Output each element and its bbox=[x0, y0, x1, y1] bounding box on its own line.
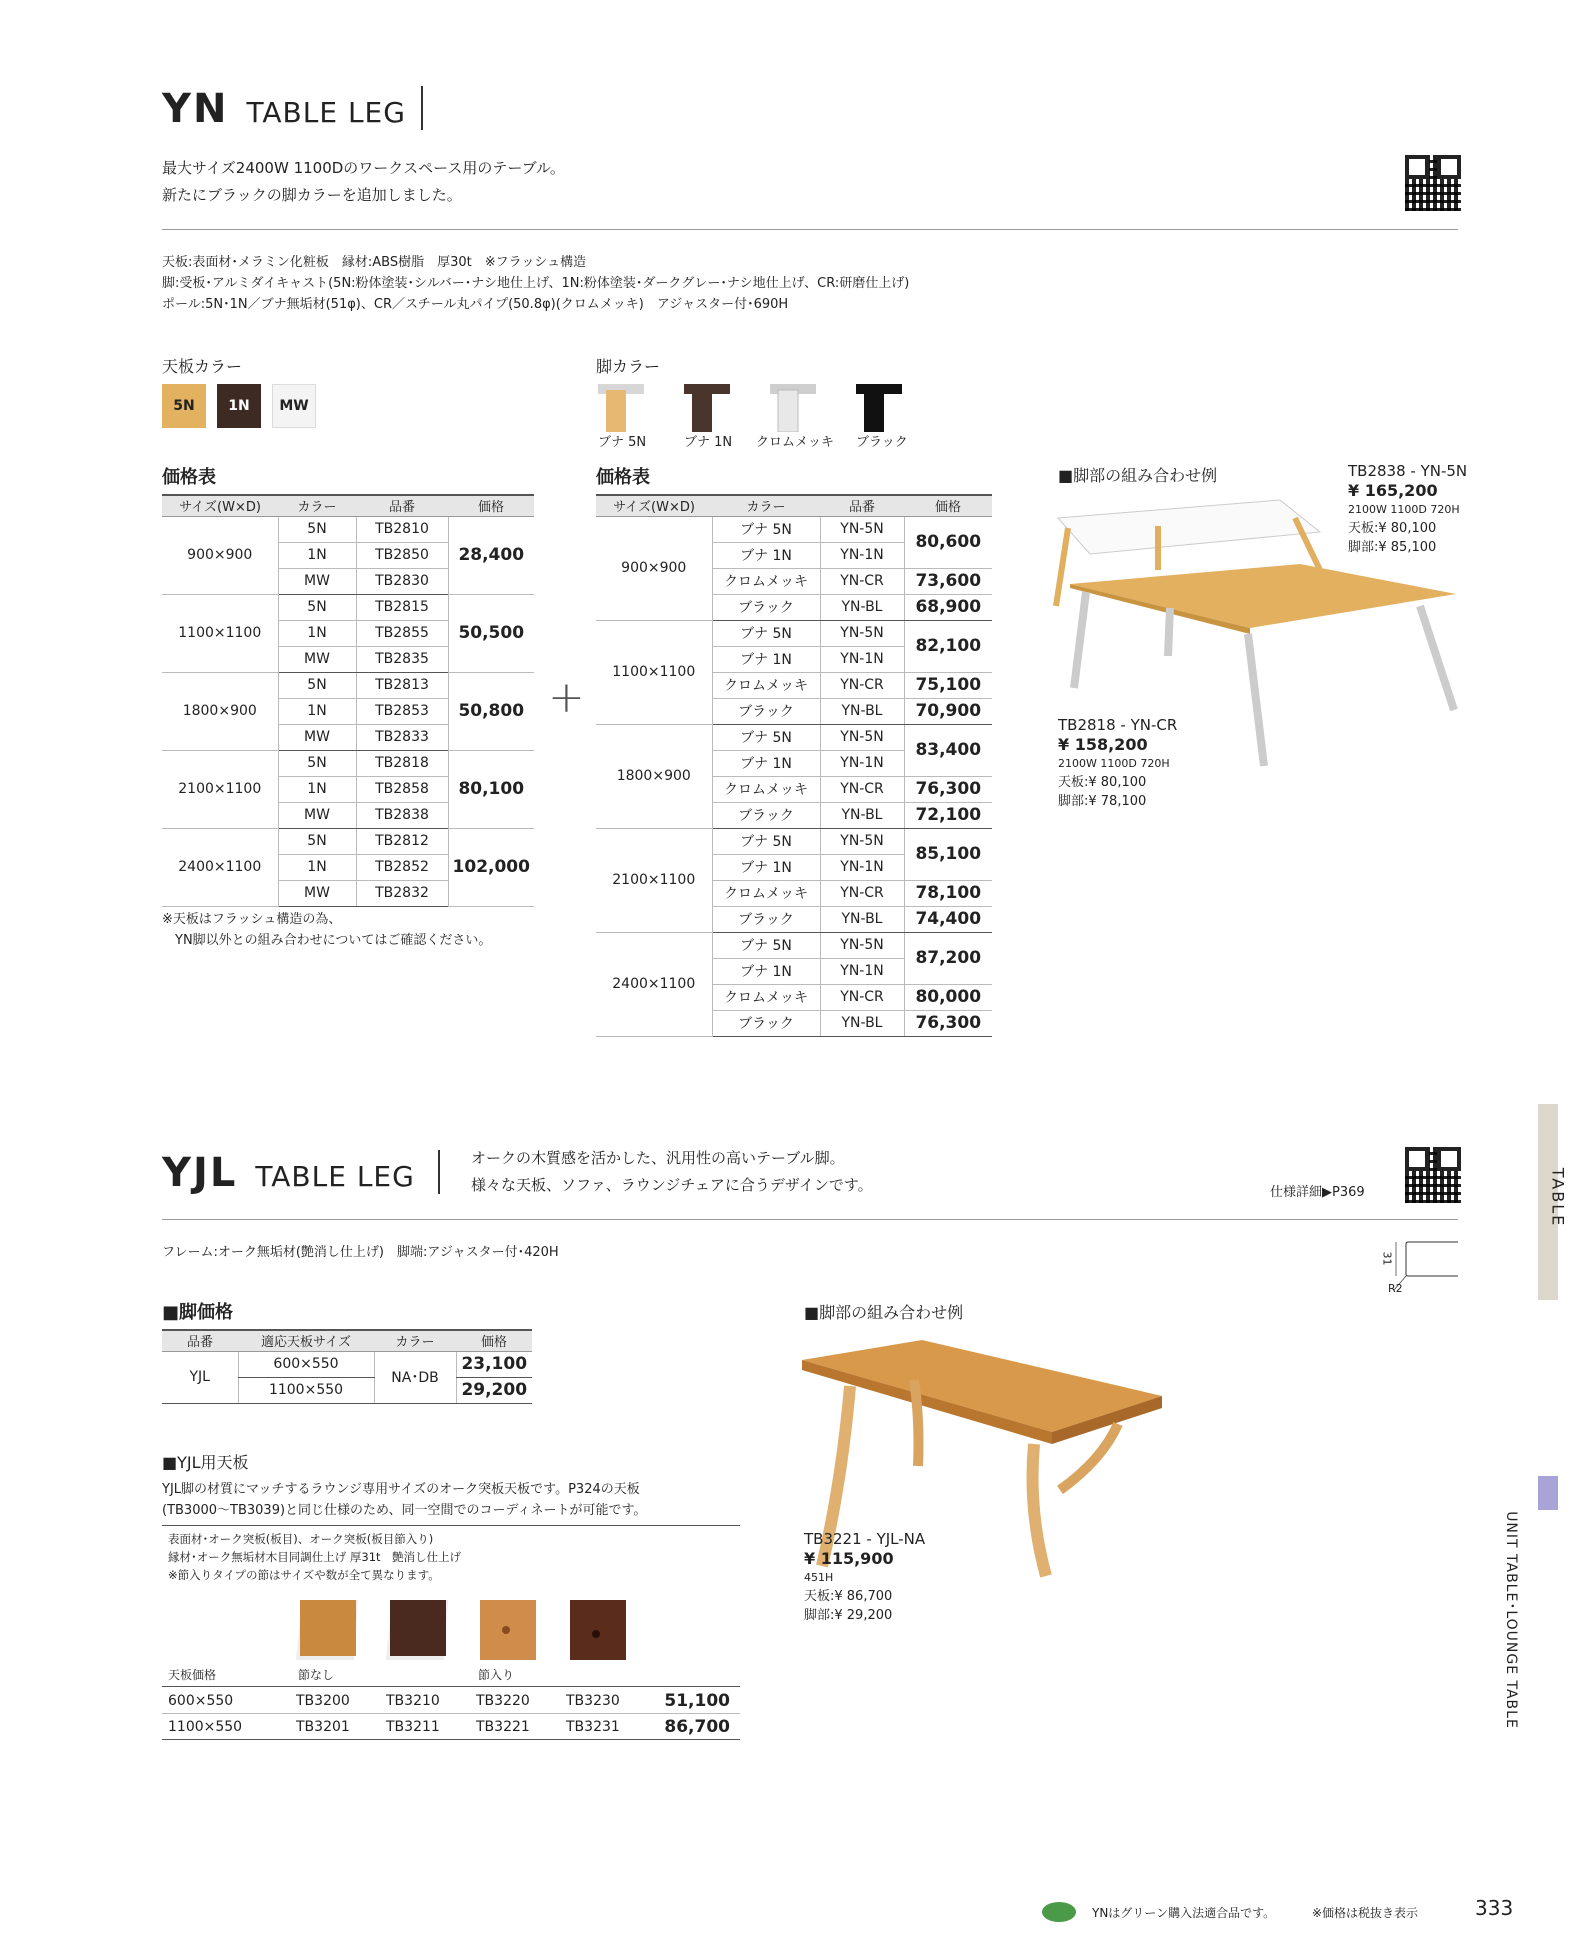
table-row: ブラック YN-BL 76,300 bbox=[596, 1010, 992, 1036]
yjl-combo-title: ■脚部の組み合わせ例 bbox=[804, 1303, 964, 1322]
top-price-label: 天板価格 bbox=[168, 1668, 217, 1682]
table-row: ブラック YN-BL 72,100 bbox=[596, 802, 992, 828]
yjl-example: TB3221 - YJL-NA ¥ 115,900 451H 天板:¥ 86,700 脚部:¥ 29,200 bbox=[804, 1530, 926, 1623]
swatch-oak-knot-na bbox=[476, 1600, 540, 1664]
top-color-mw: MW bbox=[272, 384, 316, 428]
table-row: 2100×1100 5N TB2818 80,100 bbox=[162, 750, 534, 776]
tax-note: ※価格は税抜き表示 bbox=[1312, 1906, 1419, 1920]
leg-price-table: サイズ(W×D) カラー 品番 価格 900×900 ブナ 5N YN-5N 80,600 ブナ 1N YN-1N クロムメッキ YN-CR 73,600 ブラック YN-BL 68,900 1100×1100 ブナ 5N YN-5N 82,100 ブナ 1N YN-1N クロムメッキ YN-CR 75,100 ブラック YN-BL 70,900 1800×900 ブナ 5N YN-5N 83,400 ブナ 1N YN-1N クロムメッキ YN-CR 76,300 ブラック YN-BL 72,100 2100×1100 ブナ 5N YN-5N 85,100 ブナ 1N YN-1N クロムメッキ YN-CR 78,100 ブラック YN-BL 74,400 2400×1100 ブナ 5N YN-5N 87,200 ブナ 1N YN-1N クロムメッキ YN-CR 80,000 ブラック YN-BL 76,300 bbox=[596, 494, 992, 1037]
table-row: 1800×900 5N TB2813 50,800 bbox=[162, 672, 534, 698]
yn-title: TABLE LEG bbox=[246, 96, 406, 129]
table-row: クロムメッキ YN-CR 80,000 bbox=[596, 984, 992, 1010]
table-row: MW TB2838 bbox=[162, 802, 534, 828]
yn-example-2: TB2818 - YN-CR ¥ 158,200 2100W 1100D 720H 天板:¥ 80,100 脚部:¥ 78,100 bbox=[1058, 716, 1178, 809]
knot-none-label: 節なし bbox=[298, 1668, 335, 1682]
yjl-divider bbox=[162, 1219, 1458, 1220]
top-color-5n: 5N bbox=[162, 384, 206, 428]
side-section-marker bbox=[1538, 1476, 1558, 1510]
knot-label: 節入り bbox=[478, 1668, 515, 1682]
leg-swatch-5n bbox=[598, 384, 644, 432]
yjl-top-title: ■YJL用天板 bbox=[162, 1453, 249, 1472]
yn-heading bbox=[162, 86, 406, 132]
table-row: ブラック YN-BL 70,900 bbox=[596, 698, 992, 724]
yjl-leg-price-table: 品番 適応天板サイズ カラー 価格 YJL 600×550 NA･DB 23,100 1100×550 29,200 bbox=[162, 1329, 532, 1404]
table-row: 2400×1100 5N TB2812 102,000 bbox=[162, 828, 534, 854]
table-row: 1100×550 TB3201 TB3211 TB3221 TB3231 86,700 bbox=[162, 1714, 740, 1740]
yjl-qr-code[interactable] bbox=[1405, 1147, 1461, 1203]
yjl-code: YJL bbox=[162, 1150, 238, 1196]
side-section-label: UNIT TABLE･LOUNGE TABLE bbox=[1503, 1511, 1519, 1729]
table-row: クロムメッキ YN-CR 78,100 bbox=[596, 880, 992, 906]
table-row: ブナ 1N YN-1N bbox=[596, 958, 992, 984]
table-row: 2100×1100 ブナ 5N YN-5N 85,100 bbox=[596, 828, 992, 854]
swatch-oak-knot-db bbox=[566, 1600, 630, 1664]
plus-sign: + bbox=[548, 672, 585, 723]
yjl-top-description: YJL脚の材質にマッチするラウンジ専用サイズのオーク突板天板です。P324の天板 (TB3000〜TB3039)と同じ仕様のため、同一空間でのコーディネートが可能です。 bbox=[162, 1482, 647, 1518]
yjl-top-price-table bbox=[162, 1688, 740, 1740]
table-row: 900×900 5N TB2810 28,400 bbox=[162, 516, 534, 542]
table-row: 1100×1100 5N TB2815 50,500 bbox=[162, 594, 534, 620]
yjl-title-divider bbox=[438, 1150, 440, 1194]
leg-color-title: 脚カラー bbox=[596, 357, 661, 376]
yjl-leg-price-title: ■脚価格 bbox=[162, 1302, 234, 1323]
swatch-oak-plain-na bbox=[296, 1600, 360, 1664]
table-row: ブラック YN-BL 68,900 bbox=[596, 594, 992, 620]
table-row: ブラック YN-BL 74,400 bbox=[596, 906, 992, 932]
leg-label-bl: ブラック bbox=[856, 435, 908, 450]
leg-label-cr: クロムメッキ bbox=[756, 435, 835, 450]
price-table-1-title: 価格表 bbox=[162, 467, 216, 488]
yn-specifications: 天板:表面材･メラミン化粧板 縁材:ABS樹脂 厚30t ※フラッシュ構造 脚:受板･アルミダイキャスト(5N:粉体塗装･シルバー･ナシ地仕上げ、1N:粉体塗装･ダークグレー･ナシ地仕上げ、CR:研磨仕上げ) ポール:5N･1N／ブナ無垢材(51φ)、CR／スチール丸パイプ(50.8φ)(クロムメッキ) アジャスター付･690H bbox=[162, 255, 910, 312]
green-purchase-note: YNはグリーン購入法適合品です。 bbox=[1092, 1906, 1276, 1920]
top-color-title: 天板カラー bbox=[162, 357, 243, 376]
table-row: 1N TB2852 bbox=[162, 854, 534, 880]
leg-swatch-1n bbox=[684, 384, 730, 432]
swatch-oak-plain-db bbox=[386, 1600, 450, 1664]
yn-example-1: TB2838 - YN-5N ¥ 165,200 2100W 1100D 720H 天板:¥ 80,100 脚部:¥ 85,100 bbox=[1348, 462, 1468, 555]
table-row: 1N TB2858 bbox=[162, 776, 534, 802]
leg-swatch-bl bbox=[856, 384, 902, 432]
yn-code: YN bbox=[162, 86, 229, 132]
price-table-2-title: 価格表 bbox=[596, 467, 650, 488]
yn-divider bbox=[162, 229, 1458, 230]
table-row: MW TB2833 bbox=[162, 724, 534, 750]
yjl-specification: フレーム:オーク無垢材(艶消し仕上げ) 脚端:アジャスター付･420H bbox=[162, 1245, 559, 1260]
table-row: MW TB2830 bbox=[162, 568, 534, 594]
top-price-divider bbox=[162, 1686, 740, 1687]
side-tab-label: TABLE bbox=[1548, 1167, 1568, 1228]
yjl-top-spec: 表面材･オーク突板(板目)、オーク突板(板目節入り) 縁材･オーク無垢材木目同調仕上げ 厚31t 艶消し仕上げ ※節入りタイプの節はサイズや数が全て異なります。 bbox=[168, 1532, 462, 1582]
table-row: ブナ 1N YN-1N bbox=[596, 854, 992, 880]
page-number: 333 bbox=[1475, 1896, 1514, 1920]
top-color-1n: 1N bbox=[217, 384, 261, 428]
green-mark-icon bbox=[1042, 1902, 1076, 1922]
leg-swatch-cr bbox=[770, 384, 816, 432]
table-row: 1800×900 ブナ 5N YN-5N 83,400 bbox=[596, 724, 992, 750]
table-row: MW TB2835 bbox=[162, 646, 534, 672]
table-row: MW TB2832 bbox=[162, 880, 534, 906]
table-row: ブナ 1N YN-1N bbox=[596, 750, 992, 776]
table-row: 1N TB2853 bbox=[162, 698, 534, 724]
top-price-table: サイズ(W×D) カラー 品番 価格 900×900 5N TB2810 28,400 1N TB2850 MW TB2830 1100×1100 5N TB2815 50,500 1N TB2855 MW TB2835 1800×900 5N TB2813 50,800 1N TB2853 MW TB2833 2100×1100 5N TB2818 80,100 1N TB2858 MW TB2838 2400×1100 5N TB2812 102,000 1N TB2852 MW TB2832 bbox=[162, 494, 534, 907]
table-row: ブナ 1N YN-1N bbox=[596, 646, 992, 672]
edge-thickness-label: 31 bbox=[1380, 1251, 1394, 1266]
yjl-title: TABLE LEG bbox=[255, 1160, 415, 1193]
table-row: 1100×1100 ブナ 5N YN-5N 82,100 bbox=[596, 620, 992, 646]
yjl-spec-ref[interactable]: 仕様詳細▶P369 bbox=[1270, 1185, 1365, 1200]
yn-qr-code[interactable] bbox=[1405, 155, 1461, 211]
leg-label-5n: ブナ 5N bbox=[598, 435, 647, 450]
table-row: クロムメッキ YN-CR 76,300 bbox=[596, 776, 992, 802]
leg-label-1n: ブナ 1N bbox=[684, 435, 733, 450]
yjl-description: オークの木質感を活かした、汎用性の高いテーブル脚。 様々な天板、ソファ、ラウンジチェアに合うデザインです。 bbox=[471, 1149, 873, 1194]
table-row: クロムメッキ YN-CR 75,100 bbox=[596, 672, 992, 698]
table-row: 1N TB2850 bbox=[162, 542, 534, 568]
yjl-heading bbox=[162, 1150, 415, 1196]
table-row: 2400×1100 ブナ 5N YN-5N 87,200 bbox=[596, 932, 992, 958]
edge-radius-label: R2 bbox=[1388, 1282, 1403, 1295]
yn-title-divider bbox=[421, 86, 423, 130]
table-row: 900×900 ブナ 5N YN-5N 80,600 bbox=[596, 516, 992, 542]
table-row: クロムメッキ YN-CR 73,600 bbox=[596, 568, 992, 594]
table-row: ブナ 1N YN-1N bbox=[596, 542, 992, 568]
flush-note: ※天板はフラッシュ構造の為、 YN脚以外との組み合わせについてはご確認ください。 bbox=[162, 912, 492, 948]
table-row: 600×550 TB3200 TB3210 TB3220 TB3230 51,100 bbox=[162, 1688, 740, 1714]
yn-description: 最大サイズ2400W 1100Dのワークスペース用のテーブル。 新たにブラックの脚カラーを追加しました。 bbox=[162, 159, 565, 204]
yjl-top-divider bbox=[162, 1525, 740, 1526]
table-row: 1N TB2855 bbox=[162, 620, 534, 646]
yn-combo-title: ■脚部の組み合わせ例 bbox=[1058, 466, 1218, 485]
